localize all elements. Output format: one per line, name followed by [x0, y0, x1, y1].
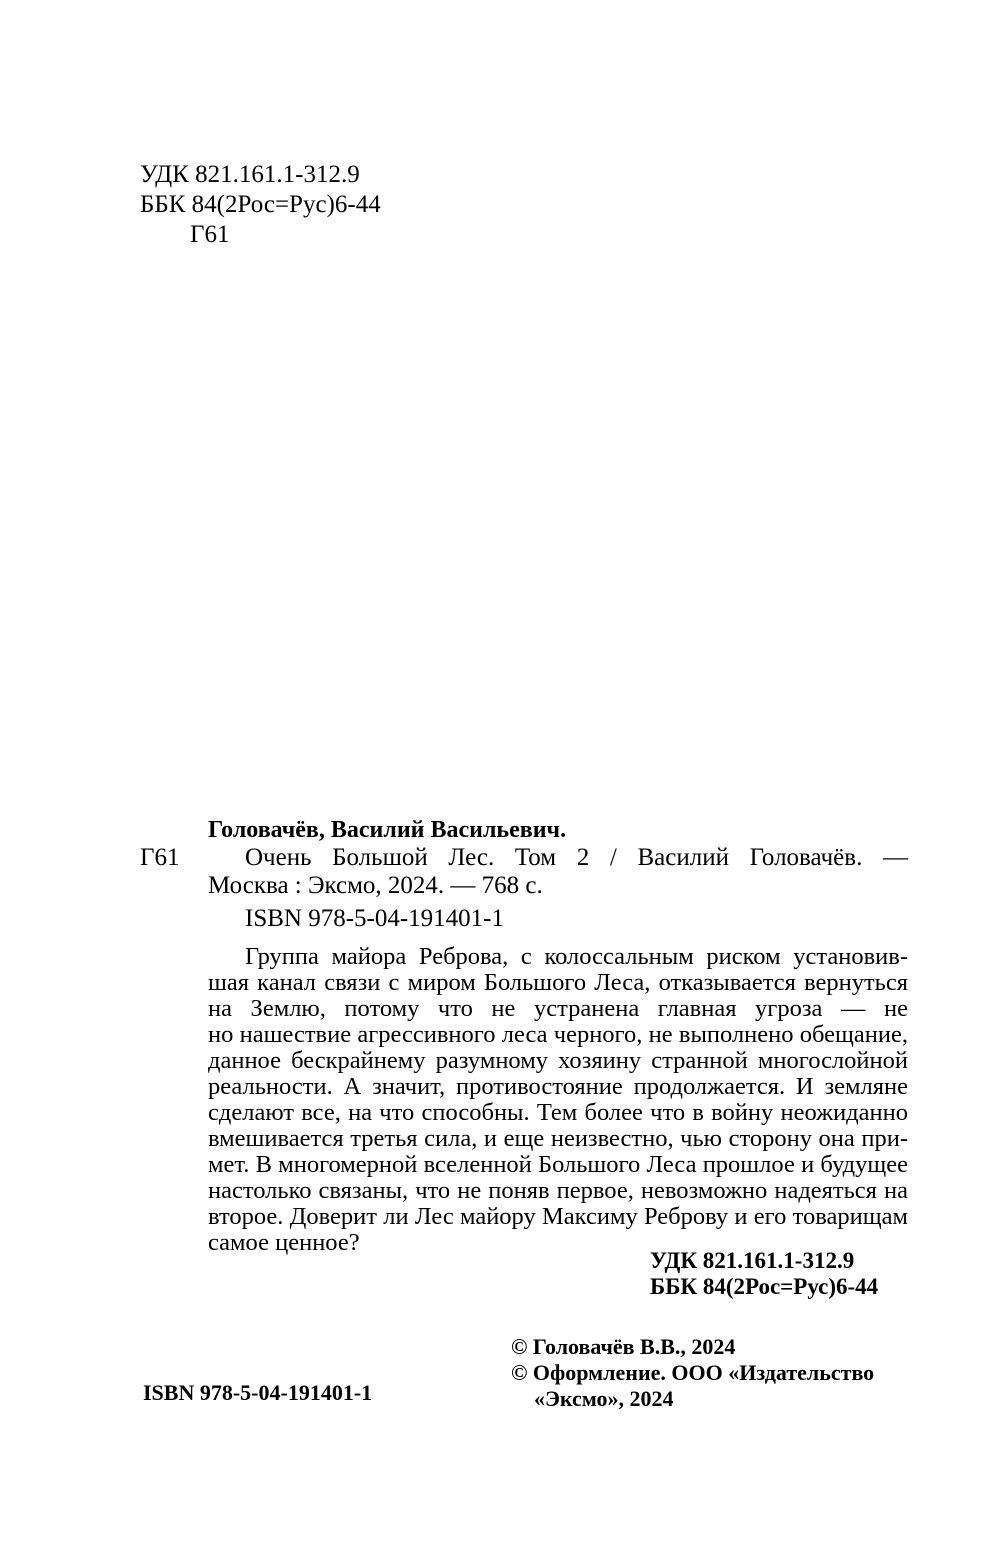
- author-mark-top: Г61: [190, 221, 230, 248]
- annotation-line: второе. Доверит ли Лес майору Максиму Реброву и его товарищам: [208, 1204, 908, 1230]
- annotation-line: настолько связаны, что не поняв первое, невозможно надеяться на: [208, 1178, 908, 1204]
- annotation-line: данное бескрайнему разумному хозяину странной многослойной: [208, 1048, 908, 1074]
- annotation-line: реальности. А значит, противостояние продолжается. И земляне: [208, 1074, 908, 1100]
- annotation-paragraph: [208, 944, 908, 1256]
- annotation-line: мет. В многомерной вселенной Большого Леса прошлое и будущее: [208, 1152, 908, 1178]
- bbk-code-bottom: ББК 84(2Рос=Рус)6-44: [650, 1274, 879, 1299]
- copyright-design-cont: «Эксмо», 2024: [534, 1386, 674, 1411]
- record-title-line1: Очень Большой Лес. Том 2 / Василий Головачёв. —: [245, 844, 908, 871]
- annotation-line: шая канал связи с миром Большого Леса, отказывается вернуться: [208, 970, 908, 996]
- udk-code-bottom: УДК 821.161.1-312.9: [650, 1248, 855, 1273]
- annotation-line: но нашествие агрессивного леса черного, не выполнено обещание,: [208, 1022, 908, 1048]
- annotation-line: самое ценное?: [208, 1230, 360, 1256]
- record-author-mark: Г61: [140, 844, 180, 871]
- annotation-line: Группа майора Реброва, с колоссальным риском установив-: [245, 944, 908, 970]
- footer-isbn: ISBN 978-5-04-191401-1: [143, 1380, 373, 1405]
- record-author: Головачёв, Василий Васильевич.: [208, 817, 567, 843]
- record-title-line2: Москва : Эксмо, 2024. — 768 с.: [208, 872, 543, 899]
- annotation-line: вмешивается третья сила, и еще неизвестно, чью сторону она при-: [208, 1126, 908, 1152]
- record-isbn: ISBN 978-5-04-191401-1: [245, 905, 505, 932]
- annotation-line: на Землю, потому что не устранена главная угроза — не: [208, 996, 908, 1022]
- copyright-author: © Головачёв В.В., 2024: [511, 1334, 736, 1359]
- udk-code-top: УДК 821.161.1-312.9: [140, 161, 360, 188]
- bbk-code-top: ББК 84(2Рос=Рус)6-44: [140, 191, 381, 218]
- annotation-line: сделают все, на что способны. Тем более что в войну неожиданно: [208, 1100, 908, 1126]
- copyright-design: © Оформление. ООО «Издательство: [511, 1360, 875, 1385]
